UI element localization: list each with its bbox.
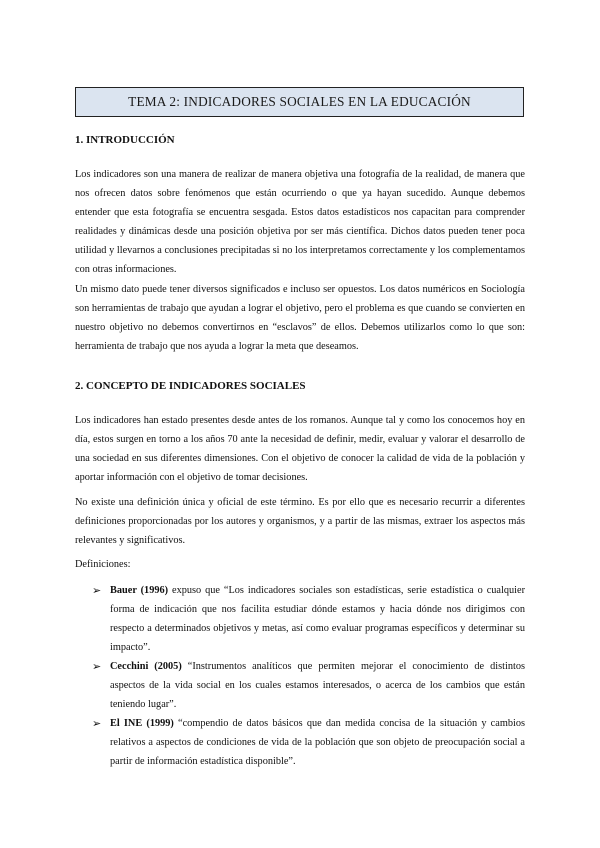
definition-item bbox=[92, 582, 525, 658]
definition-text: Cecchini (2005) “Instrumentos analíticos que permiten mejorar el conocimiento de distintos aspectos de la vida social en los cuales estamos interesados, o acerca de los cambios que están teniendo lugar”. bbox=[110, 661, 525, 710]
definition-text: Bauer (1996) expuso que “Los indicadores sociales son estadísticas, serie estadística o cualquier forma de indicación que nos facilita estudiar dónde estamos y hacia dónde nos dirigimos con respecto a determinados objetivos y metas, así como evaluar programas específicos y determinar su impacto”. bbox=[110, 585, 525, 653]
arrow-bullet-icon: ➢ bbox=[92, 661, 102, 673]
intro-paragraph-2: Un mismo dato puede tener diversos significados e incluso ser opuestos. Los datos numéricos en Sociología son herramientas de trabajo que ayudan a lograr el objetivo, pero el problema es que cuando se convierten en nuestro objetivo no debemos convertirnos en “esclavos” de ellos. Debemos utilizarlos como lo que son: herramienta de trabajo que nos ayuda a lograr la meta que deseamos. bbox=[75, 284, 525, 352]
definition-text: El INE (1999) “compendio de datos básicos que dan medida concisa de la situación y cambios relativos a aspectos de condiciones de vida de la población que son objeto de preocupación social a partir de información estadística disponible”. bbox=[110, 718, 526, 767]
definitions-label: Definiciones: bbox=[75, 559, 131, 570]
definition-author: Bauer (1996) bbox=[110, 585, 169, 596]
section-heading-concepto: 2. CONCEPTO DE INDICADORES SOCIALES bbox=[75, 380, 306, 392]
document-title: TEMA 2: INDICADORES SOCIALES EN LA EDUCACIÓN bbox=[75, 87, 524, 117]
intro-paragraph-1: Los indicadores son una manera de realizar de manera objetiva una fotografía de la realidad, de manera que nos ofrecen datos sobre fenómenos que están ocurriendo o que ya hayan sucedido. Aunque debemos entender que esta fotografía se encuentra sesgada. Estos datos estadísticos nos capacitan para comprender realidades y dinámicas desde una posición objetiva por ser más científica. Dichos datos pueden tener poca utilidad y llevarnos a conclusiones precipitadas si no los interpretamos correctamente y los complementamos con otras informaciones. bbox=[75, 169, 525, 275]
definition-author: El INE (1999) bbox=[110, 718, 174, 729]
definition-item bbox=[92, 715, 525, 772]
concepto-paragraph-1: Los indicadores han estado presentes desde antes de los romanos. Aunque tal y como los conocemos hoy en día, estos surgen en torno a los años 70 ante la necesidad de definir, medir, evaluar y valorar el desarrollo de una sociedad en sus diferentes dimensiones. Con el objetivo de conocer la calidad de vida de la población y aportar información con el objetivo de tomar decisiones. bbox=[75, 415, 525, 483]
definition-item bbox=[92, 658, 525, 715]
section-heading-introduccion: 1. INTRODUCCIÓN bbox=[75, 134, 175, 146]
definition-author: Cecchini (2005) bbox=[110, 661, 182, 672]
concepto-paragraph-2: No existe una definición única y oficial de este término. Es por ello que es necesario recurrir a diferentes definiciones proporcionadas por los autores y organismos, y a partir de las mismas, extraer los aspectos más relevantes y significativos. bbox=[75, 497, 525, 546]
arrow-bullet-icon: ➢ bbox=[92, 718, 102, 730]
arrow-bullet-icon: ➢ bbox=[92, 585, 102, 597]
